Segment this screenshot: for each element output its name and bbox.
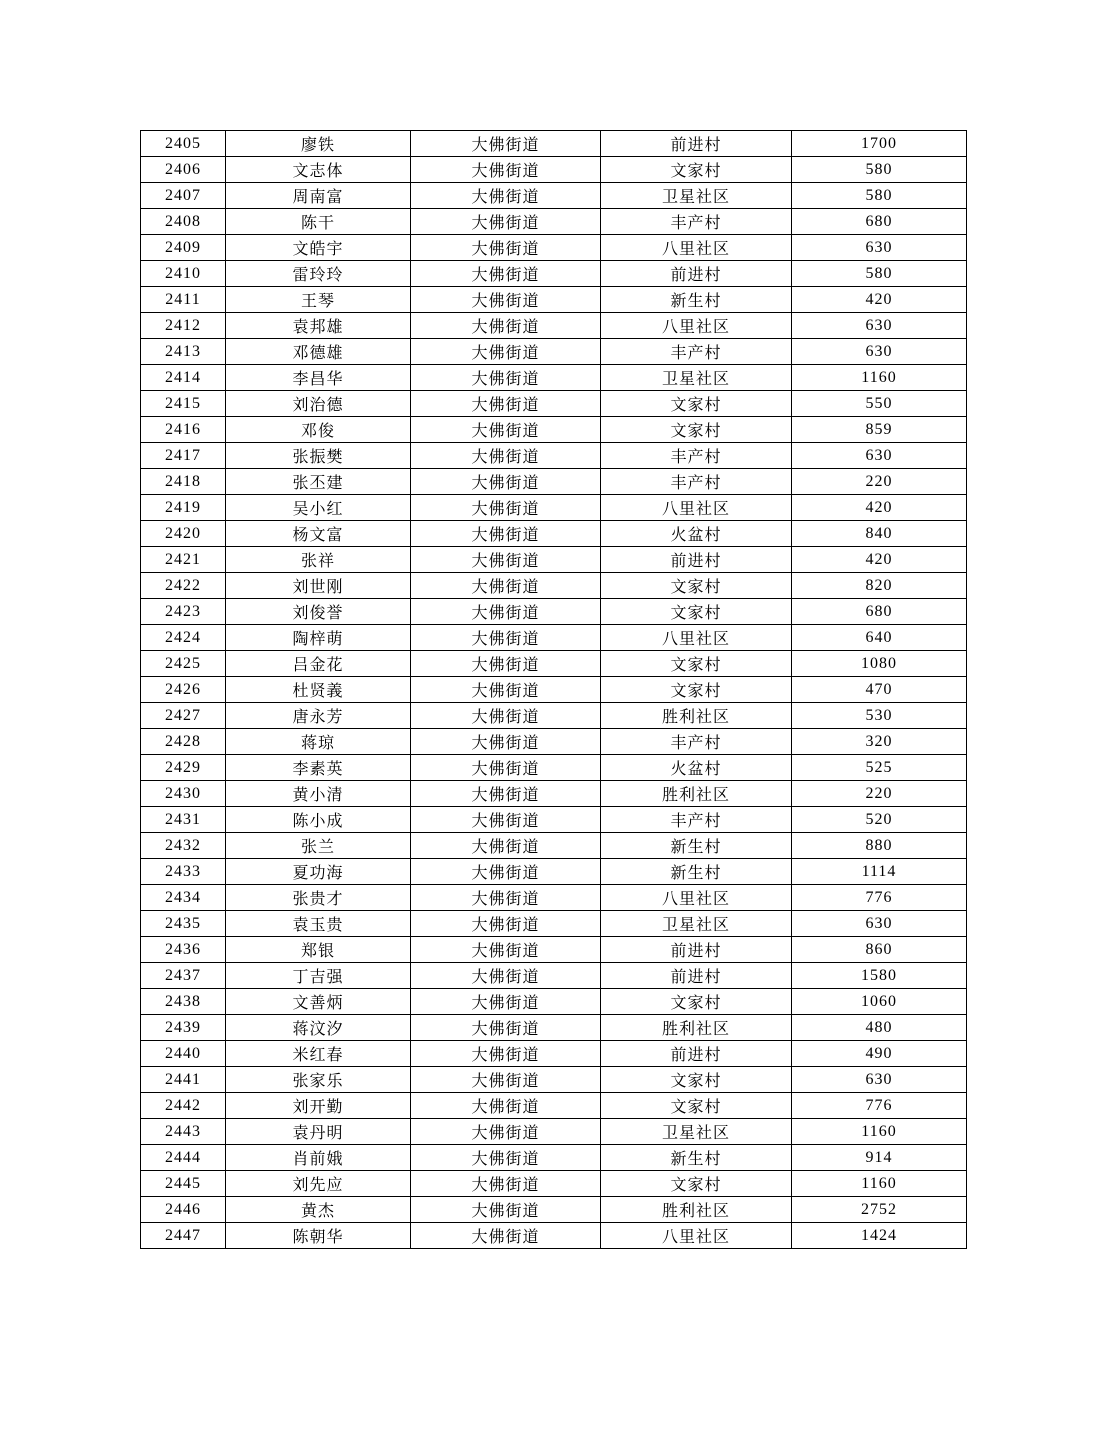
cell-amount: 2752: [792, 1197, 967, 1223]
table-row: [141, 1223, 967, 1249]
cell-street: 大佛街道: [411, 599, 601, 625]
cell-name: 唐永芳: [226, 703, 411, 729]
table-row: [141, 599, 967, 625]
cell-name: 丁吉强: [226, 963, 411, 989]
cell-village: 八里社区: [601, 495, 792, 521]
cell-street: 大佛街道: [411, 703, 601, 729]
cell-village: 八里社区: [601, 1223, 792, 1249]
cell-id: 2428: [141, 729, 226, 755]
cell-village: 八里社区: [601, 235, 792, 261]
table-row: [141, 365, 967, 391]
cell-village: 八里社区: [601, 885, 792, 911]
cell-amount: 1424: [792, 1223, 967, 1249]
cell-amount: 630: [792, 1067, 967, 1093]
cell-id: 2430: [141, 781, 226, 807]
table-row: [141, 443, 967, 469]
cell-street: 大佛街道: [411, 547, 601, 573]
cell-name: 陶梓萌: [226, 625, 411, 651]
cell-village: 火盆村: [601, 521, 792, 547]
cell-street: 大佛街道: [411, 911, 601, 937]
cell-name: 张兰: [226, 833, 411, 859]
cell-name: 袁丹明: [226, 1119, 411, 1145]
cell-amount: 860: [792, 937, 967, 963]
cell-village: 胜利社区: [601, 1197, 792, 1223]
cell-name: 周南富: [226, 183, 411, 209]
cell-id: 2423: [141, 599, 226, 625]
cell-street: 大佛街道: [411, 157, 601, 183]
table-row: [141, 1093, 967, 1119]
cell-street: 大佛街道: [411, 131, 601, 157]
cell-name: 夏功海: [226, 859, 411, 885]
roster-table: [140, 130, 967, 1249]
cell-amount: 1160: [792, 365, 967, 391]
cell-id: 2425: [141, 651, 226, 677]
cell-name: 张贵才: [226, 885, 411, 911]
cell-amount: 1580: [792, 963, 967, 989]
cell-id: 2412: [141, 313, 226, 339]
cell-street: 大佛街道: [411, 781, 601, 807]
cell-amount: 630: [792, 339, 967, 365]
cell-id: 2406: [141, 157, 226, 183]
cell-id: 2418: [141, 469, 226, 495]
cell-amount: 420: [792, 547, 967, 573]
table-row: [141, 1171, 967, 1197]
cell-amount: 220: [792, 781, 967, 807]
cell-amount: 840: [792, 521, 967, 547]
cell-amount: 680: [792, 599, 967, 625]
cell-name: 雷玲玲: [226, 261, 411, 287]
cell-street: 大佛街道: [411, 937, 601, 963]
cell-name: 刘开勤: [226, 1093, 411, 1119]
cell-street: 大佛街道: [411, 235, 601, 261]
cell-id: 2405: [141, 131, 226, 157]
cell-id: 2411: [141, 287, 226, 313]
cell-village: 胜利社区: [601, 703, 792, 729]
table-row: [141, 157, 967, 183]
cell-amount: 320: [792, 729, 967, 755]
cell-village: 丰产村: [601, 443, 792, 469]
cell-village: 文家村: [601, 599, 792, 625]
cell-village: 火盆村: [601, 755, 792, 781]
cell-id: 2427: [141, 703, 226, 729]
cell-id: 2414: [141, 365, 226, 391]
cell-street: 大佛街道: [411, 313, 601, 339]
cell-id: 2440: [141, 1041, 226, 1067]
cell-village: 前进村: [601, 963, 792, 989]
cell-amount: 1700: [792, 131, 967, 157]
cell-id: 2436: [141, 937, 226, 963]
cell-id: 2432: [141, 833, 226, 859]
cell-name: 肖前娥: [226, 1145, 411, 1171]
cell-id: 2439: [141, 1015, 226, 1041]
cell-id: 2416: [141, 417, 226, 443]
cell-street: 大佛街道: [411, 521, 601, 547]
cell-village: 文家村: [601, 989, 792, 1015]
cell-id: 2443: [141, 1119, 226, 1145]
table-row: [141, 1067, 967, 1093]
cell-village: 胜利社区: [601, 1015, 792, 1041]
cell-name: 刘治德: [226, 391, 411, 417]
table-row: [141, 1145, 967, 1171]
cell-amount: 490: [792, 1041, 967, 1067]
cell-id: 2446: [141, 1197, 226, 1223]
table-row: [141, 937, 967, 963]
cell-street: 大佛街道: [411, 625, 601, 651]
cell-name: 邓俊: [226, 417, 411, 443]
cell-village: 丰产村: [601, 469, 792, 495]
cell-village: 前进村: [601, 261, 792, 287]
table-row: [141, 651, 967, 677]
cell-street: 大佛街道: [411, 391, 601, 417]
cell-name: 李昌华: [226, 365, 411, 391]
cell-name: 黄小清: [226, 781, 411, 807]
table-row: [141, 1197, 967, 1223]
cell-amount: 1114: [792, 859, 967, 885]
cell-street: 大佛街道: [411, 443, 601, 469]
cell-id: 2441: [141, 1067, 226, 1093]
cell-street: 大佛街道: [411, 209, 601, 235]
cell-name: 杨文富: [226, 521, 411, 547]
cell-id: 2421: [141, 547, 226, 573]
cell-amount: 470: [792, 677, 967, 703]
cell-amount: 640: [792, 625, 967, 651]
cell-name: 杜贤義: [226, 677, 411, 703]
cell-id: 2431: [141, 807, 226, 833]
cell-name: 陈小成: [226, 807, 411, 833]
cell-amount: 680: [792, 209, 967, 235]
cell-name: 邓德雄: [226, 339, 411, 365]
table-row: [141, 209, 967, 235]
cell-street: 大佛街道: [411, 1015, 601, 1041]
cell-amount: 530: [792, 703, 967, 729]
table-row: [141, 391, 967, 417]
cell-name: 袁玉贵: [226, 911, 411, 937]
cell-id: 2413: [141, 339, 226, 365]
cell-street: 大佛街道: [411, 1145, 601, 1171]
cell-amount: 420: [792, 495, 967, 521]
cell-village: 前进村: [601, 131, 792, 157]
table-row: [141, 235, 967, 261]
cell-amount: 580: [792, 183, 967, 209]
cell-name: 王琴: [226, 287, 411, 313]
table-row: [141, 521, 967, 547]
cell-street: 大佛街道: [411, 1223, 601, 1249]
cell-name: 陈朝华: [226, 1223, 411, 1249]
cell-village: 丰产村: [601, 729, 792, 755]
cell-id: 2422: [141, 573, 226, 599]
table-row: [141, 989, 967, 1015]
cell-amount: 630: [792, 235, 967, 261]
cell-village: 文家村: [601, 1093, 792, 1119]
table-row: [141, 755, 967, 781]
cell-id: 2415: [141, 391, 226, 417]
cell-name: 张丕建: [226, 469, 411, 495]
cell-amount: 480: [792, 1015, 967, 1041]
cell-village: 卫星社区: [601, 183, 792, 209]
cell-id: 2424: [141, 625, 226, 651]
table-row: [141, 417, 967, 443]
cell-street: 大佛街道: [411, 989, 601, 1015]
cell-village: 新生村: [601, 1145, 792, 1171]
cell-name: 刘俊誉: [226, 599, 411, 625]
roster-table-body: [141, 131, 967, 1249]
cell-village: 丰产村: [601, 339, 792, 365]
cell-street: 大佛街道: [411, 651, 601, 677]
cell-street: 大佛街道: [411, 1171, 601, 1197]
cell-village: 文家村: [601, 417, 792, 443]
cell-id: 2410: [141, 261, 226, 287]
table-row: [141, 547, 967, 573]
cell-village: 丰产村: [601, 807, 792, 833]
cell-id: 2433: [141, 859, 226, 885]
cell-village: 文家村: [601, 1171, 792, 1197]
cell-amount: 520: [792, 807, 967, 833]
cell-street: 大佛街道: [411, 469, 601, 495]
cell-village: 新生村: [601, 833, 792, 859]
cell-amount: 1080: [792, 651, 967, 677]
cell-name: 文志体: [226, 157, 411, 183]
cell-amount: 580: [792, 157, 967, 183]
cell-name: 刘世刚: [226, 573, 411, 599]
cell-street: 大佛街道: [411, 833, 601, 859]
cell-amount: 525: [792, 755, 967, 781]
cell-village: 新生村: [601, 859, 792, 885]
cell-name: 蒋琼: [226, 729, 411, 755]
cell-name: 廖铁: [226, 131, 411, 157]
table-row: [141, 963, 967, 989]
cell-amount: 630: [792, 313, 967, 339]
cell-village: 文家村: [601, 157, 792, 183]
cell-village: 文家村: [601, 1067, 792, 1093]
cell-street: 大佛街道: [411, 963, 601, 989]
cell-name: 蒋汶汐: [226, 1015, 411, 1041]
cell-name: 陈干: [226, 209, 411, 235]
cell-id: 2442: [141, 1093, 226, 1119]
cell-street: 大佛街道: [411, 677, 601, 703]
cell-amount: 776: [792, 1093, 967, 1119]
table-row: [141, 703, 967, 729]
table-row: [141, 859, 967, 885]
cell-amount: 880: [792, 833, 967, 859]
cell-id: 2438: [141, 989, 226, 1015]
table-row: [141, 833, 967, 859]
cell-name: 张家乐: [226, 1067, 411, 1093]
cell-street: 大佛街道: [411, 1067, 601, 1093]
cell-amount: 630: [792, 911, 967, 937]
cell-village: 文家村: [601, 677, 792, 703]
cell-amount: 550: [792, 391, 967, 417]
cell-amount: 630: [792, 443, 967, 469]
cell-id: 2407: [141, 183, 226, 209]
cell-name: 刘先应: [226, 1171, 411, 1197]
cell-street: 大佛街道: [411, 573, 601, 599]
table-row: [141, 1119, 967, 1145]
cell-village: 前进村: [601, 1041, 792, 1067]
cell-street: 大佛街道: [411, 417, 601, 443]
cell-id: 2429: [141, 755, 226, 781]
cell-village: 前进村: [601, 547, 792, 573]
cell-name: 吴小红: [226, 495, 411, 521]
table-row: [141, 339, 967, 365]
cell-street: 大佛街道: [411, 495, 601, 521]
cell-amount: 776: [792, 885, 967, 911]
cell-village: 文家村: [601, 651, 792, 677]
table-row: [141, 1015, 967, 1041]
cell-id: 2417: [141, 443, 226, 469]
table-row: [141, 885, 967, 911]
cell-street: 大佛街道: [411, 287, 601, 313]
table-row: [141, 729, 967, 755]
table-row: [141, 677, 967, 703]
cell-id: 2445: [141, 1171, 226, 1197]
cell-village: 八里社区: [601, 625, 792, 651]
cell-name: 李素英: [226, 755, 411, 781]
cell-street: 大佛街道: [411, 755, 601, 781]
table-row: [141, 781, 967, 807]
cell-amount: 914: [792, 1145, 967, 1171]
cell-village: 新生村: [601, 287, 792, 313]
table-row: [141, 131, 967, 157]
cell-id: 2409: [141, 235, 226, 261]
cell-id: 2447: [141, 1223, 226, 1249]
cell-name: 郑银: [226, 937, 411, 963]
cell-amount: 859: [792, 417, 967, 443]
cell-village: 卫星社区: [601, 365, 792, 391]
table-row: [141, 573, 967, 599]
table-row: [141, 911, 967, 937]
cell-street: 大佛街道: [411, 859, 601, 885]
cell-street: 大佛街道: [411, 365, 601, 391]
cell-amount: 1060: [792, 989, 967, 1015]
cell-id: 2444: [141, 1145, 226, 1171]
cell-village: 文家村: [601, 573, 792, 599]
cell-street: 大佛街道: [411, 1119, 601, 1145]
cell-village: 文家村: [601, 391, 792, 417]
cell-id: 2419: [141, 495, 226, 521]
cell-street: 大佛街道: [411, 339, 601, 365]
cell-id: 2434: [141, 885, 226, 911]
cell-amount: 220: [792, 469, 967, 495]
cell-village: 前进村: [601, 937, 792, 963]
cell-name: 张祥: [226, 547, 411, 573]
table-row: [141, 313, 967, 339]
cell-amount: 1160: [792, 1171, 967, 1197]
cell-id: 2420: [141, 521, 226, 547]
cell-street: 大佛街道: [411, 183, 601, 209]
cell-id: 2408: [141, 209, 226, 235]
table-row: [141, 469, 967, 495]
cell-street: 大佛街道: [411, 807, 601, 833]
table-row: [141, 261, 967, 287]
cell-amount: 820: [792, 573, 967, 599]
cell-village: 八里社区: [601, 313, 792, 339]
cell-name: 文善炳: [226, 989, 411, 1015]
cell-amount: 580: [792, 261, 967, 287]
cell-name: 张振樊: [226, 443, 411, 469]
table-row: [141, 287, 967, 313]
cell-street: 大佛街道: [411, 1041, 601, 1067]
table-row: [141, 1041, 967, 1067]
cell-name: 袁邦雄: [226, 313, 411, 339]
cell-street: 大佛街道: [411, 729, 601, 755]
cell-id: 2426: [141, 677, 226, 703]
cell-street: 大佛街道: [411, 1197, 601, 1223]
cell-village: 卫星社区: [601, 911, 792, 937]
table-row: [141, 807, 967, 833]
cell-street: 大佛街道: [411, 1093, 601, 1119]
table-row: [141, 625, 967, 651]
table-row: [141, 183, 967, 209]
cell-village: 丰产村: [601, 209, 792, 235]
cell-name: 黄杰: [226, 1197, 411, 1223]
cell-id: 2435: [141, 911, 226, 937]
table-row: [141, 495, 967, 521]
cell-name: 米红春: [226, 1041, 411, 1067]
cell-amount: 1160: [792, 1119, 967, 1145]
cell-street: 大佛街道: [411, 885, 601, 911]
cell-village: 胜利社区: [601, 781, 792, 807]
cell-id: 2437: [141, 963, 226, 989]
cell-village: 卫星社区: [601, 1119, 792, 1145]
cell-name: 文皓宇: [226, 235, 411, 261]
cell-street: 大佛街道: [411, 261, 601, 287]
cell-name: 吕金花: [226, 651, 411, 677]
cell-amount: 420: [792, 287, 967, 313]
